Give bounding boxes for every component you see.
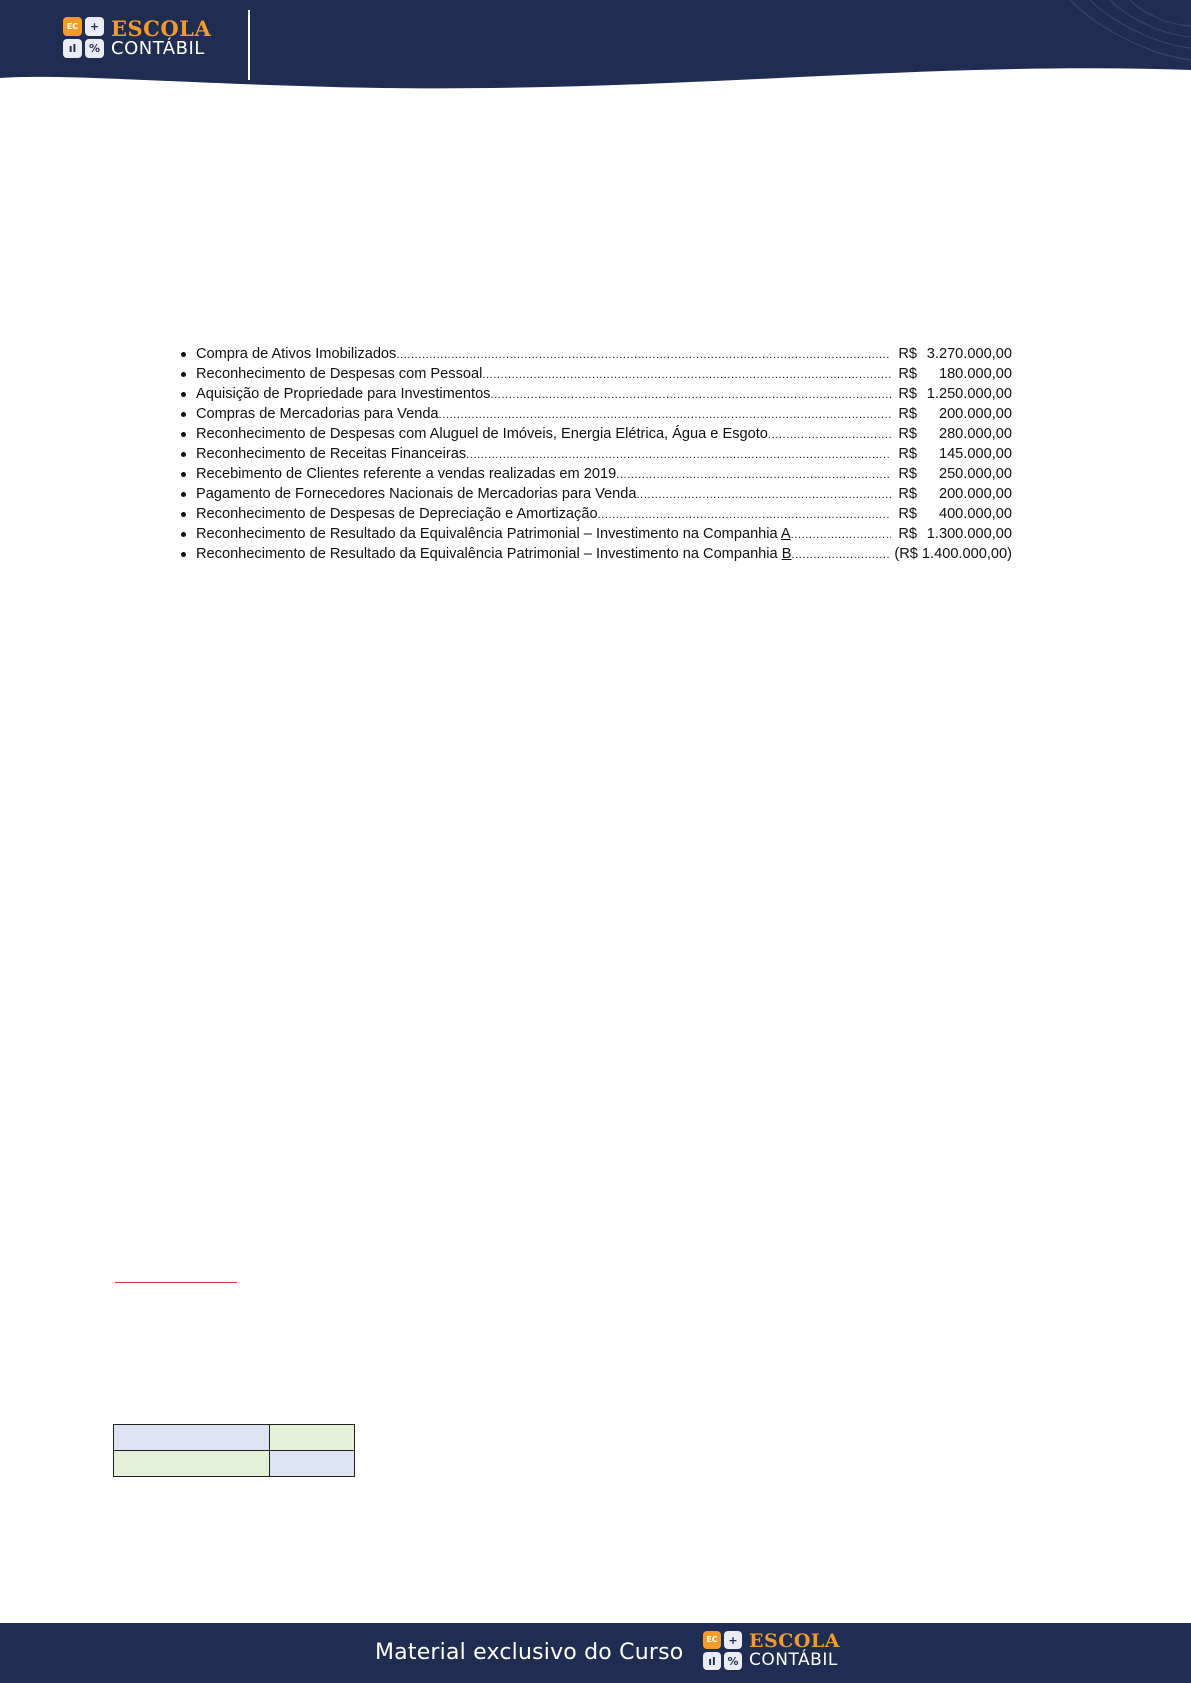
answer-table [113, 1424, 355, 1477]
bullet-icon [181, 552, 186, 557]
entry-label: Compras de Mercadorias para Venda [196, 406, 439, 422]
entry-label [196, 524, 791, 544]
list-item [181, 464, 1012, 484]
logo-tile-ec: EC [63, 17, 82, 36]
dot-leader [791, 525, 891, 545]
entry-currency: R$ [898, 486, 917, 502]
dot-leader [616, 465, 891, 485]
entry-label: Pagamento de Fornecedores Nacionais de Mercadorias para Venda [196, 486, 637, 502]
entry-amount: 3.270.000,00 [926, 346, 1012, 362]
entry-label: Aquisição de Propriedade para Investimentos [196, 386, 491, 402]
header-divider [248, 10, 250, 80]
entry-currency: R$ [898, 426, 917, 442]
entry-amount: 180.000,00 [938, 366, 1012, 382]
bullet-icon [181, 532, 186, 537]
dot-leader [490, 385, 891, 405]
entry-amount: (R$ 1.400.000,00) [894, 546, 1012, 562]
table-cell [270, 1425, 355, 1451]
dot-leader [791, 545, 891, 565]
logo-tile-plus: + [85, 17, 104, 36]
entry-value [891, 484, 1012, 504]
entry-label-suffix: B [781, 546, 792, 562]
logo-tile-percent: % [724, 1652, 742, 1670]
logo-word-contabil: CONTÁBIL [749, 1650, 838, 1670]
entry-amount: 400.000,00 [938, 506, 1012, 522]
logo-tile-percent: % [85, 39, 104, 58]
table-cell [114, 1451, 270, 1477]
logo-tile-plus: + [724, 1631, 742, 1649]
logo-tile-chart-icon: ıl [703, 1652, 721, 1670]
entry-value [891, 444, 1012, 464]
entry-amount: 200.000,00 [938, 406, 1012, 422]
list-item [181, 364, 1012, 384]
entry-label: Reconhecimento de Despesas de Depreciação e Amortização [196, 506, 598, 522]
bullet-icon [181, 472, 186, 477]
bullet-icon [181, 372, 186, 377]
entry-label: Compra de Ativos Imobilizados [196, 346, 397, 362]
logo-tile-chart-icon: ıl [63, 39, 82, 58]
logo-mark [63, 17, 104, 58]
dot-leader [439, 405, 891, 425]
entry-label: Recebimento de Clientes referente a vendas realizadas em 2019 [196, 466, 617, 482]
entry-currency: R$ [898, 346, 917, 362]
entry-value [891, 544, 1012, 564]
entry-currency: R$ [898, 466, 917, 482]
bullet-icon [181, 492, 186, 497]
dot-leader [637, 485, 891, 505]
entry-value [891, 504, 1012, 524]
entry-label: Reconhecimento de Despesas com Pessoal [196, 366, 483, 382]
logo-tile-ec: EC [703, 1631, 721, 1649]
dot-leader [466, 445, 891, 465]
entry-amount: 1.300.000,00 [926, 526, 1012, 542]
entry-value [891, 464, 1012, 484]
list-item [181, 504, 1012, 524]
bullet-icon [181, 452, 186, 457]
entry-label [196, 544, 791, 564]
entry-value [891, 524, 1012, 544]
footer-logo [703, 1631, 840, 1670]
entry-currency: R$ [898, 446, 917, 462]
list-item [181, 384, 1012, 404]
entry-label: Reconhecimento de Receitas Financeiras [196, 446, 467, 462]
table-cell [114, 1425, 270, 1451]
entry-currency: R$ [898, 366, 917, 382]
entry-label: Reconhecimento de Despesas com Aluguel de Imóveis, Energia Elétrica, Água e Esgoto [196, 426, 768, 442]
list-item [181, 424, 1012, 444]
dot-leader [396, 345, 891, 365]
entry-value [891, 424, 1012, 444]
footer-text: Material exclusivo do Curso [375, 1640, 684, 1665]
bullet-icon [181, 392, 186, 397]
table-cell [270, 1451, 355, 1477]
list-item [181, 544, 1012, 564]
list-item [181, 524, 1012, 544]
table-row [114, 1451, 355, 1477]
entry-amount: 145.000,00 [938, 446, 1012, 462]
entry-value [891, 344, 1012, 364]
bullet-icon [181, 512, 186, 517]
entry-value [891, 384, 1012, 404]
logo-word-contabil: CONTÁBIL [111, 37, 205, 59]
entry-amount: 250.000,00 [938, 466, 1012, 482]
logo-word-escola: ESCOLA [749, 1630, 840, 1652]
dot-leader [598, 505, 891, 525]
footer [0, 1623, 1191, 1683]
dot-leader [768, 425, 891, 445]
red-underline [115, 1282, 237, 1283]
entry-label-text: Reconhecimento de Resultado da Equivalência Patrimonial – Investimento na Companhia [196, 526, 778, 542]
header-logo [63, 17, 211, 58]
logo-wordmark [111, 15, 212, 59]
entry-amount: 1.250.000,00 [926, 386, 1012, 402]
entry-label-suffix: A [780, 526, 791, 542]
entry-label-text: Reconhecimento de Resultado da Equivalência Patrimonial – Investimento na Companhia [196, 546, 778, 562]
entry-amount: 280.000,00 [938, 426, 1012, 442]
bullet-icon [181, 352, 186, 357]
entry-value [891, 404, 1012, 424]
list-item [181, 404, 1012, 424]
transactions-list [181, 344, 1012, 564]
list-item [181, 344, 1012, 364]
bullet-icon [181, 412, 186, 417]
entry-currency: R$ [898, 406, 917, 422]
entry-currency: R$ [898, 506, 917, 522]
list-item [181, 444, 1012, 464]
entry-currency: R$ [898, 526, 917, 542]
logo-mark [703, 1631, 742, 1670]
dot-leader [482, 365, 891, 385]
logo-word-escola: ESCOLA [111, 15, 212, 41]
entry-currency: R$ [898, 386, 917, 402]
logo-wordmark [749, 1632, 840, 1669]
table-row [114, 1425, 355, 1451]
list-item [181, 484, 1012, 504]
entry-amount: 200.000,00 [938, 486, 1012, 502]
bullet-icon [181, 432, 186, 437]
entry-value [891, 364, 1012, 384]
